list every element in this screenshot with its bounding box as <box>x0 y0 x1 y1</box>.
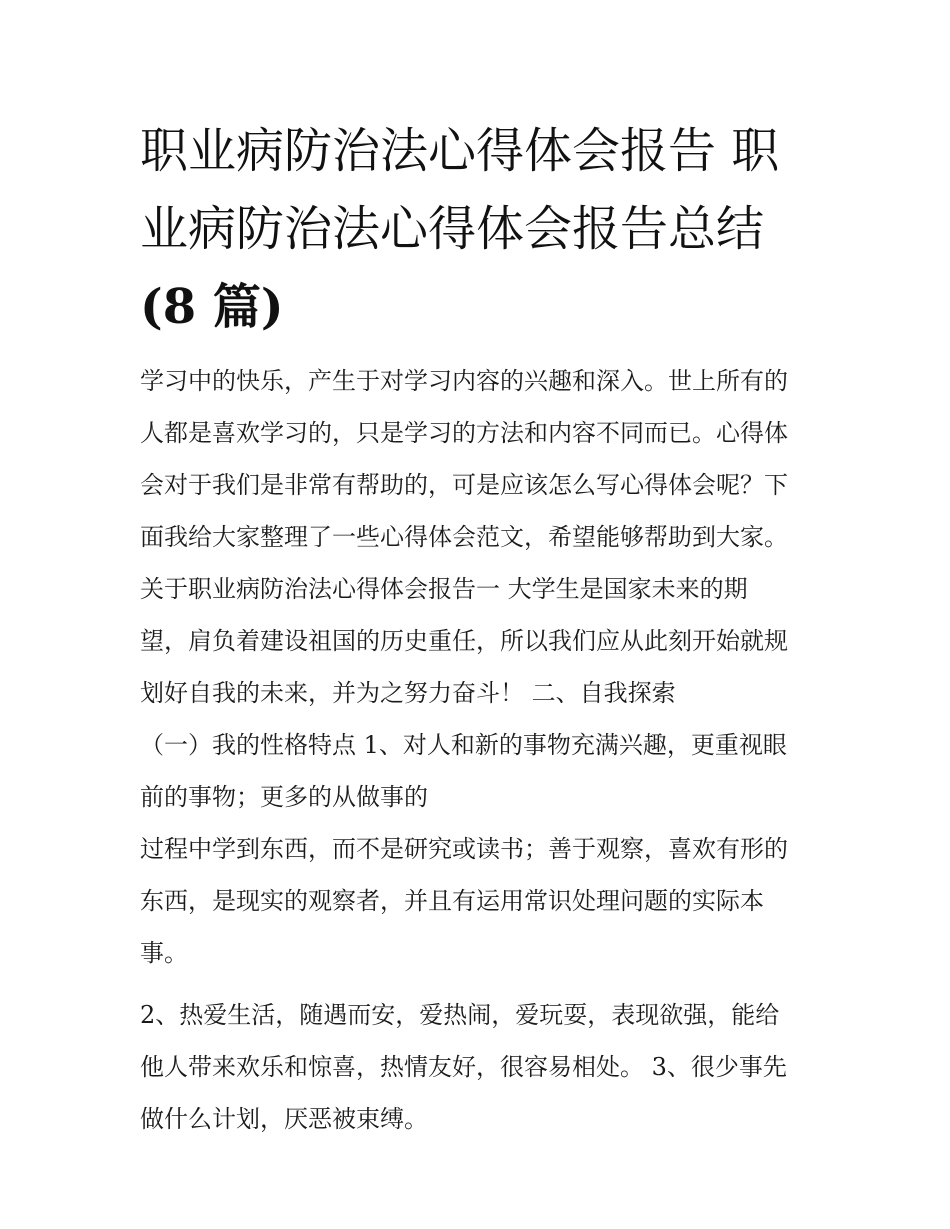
title-line-3: (8 篇) <box>140 279 284 335</box>
body-line-1: 学习中的快乐，产生于对学习内容的兴趣和深入。世上所有的 <box>140 367 788 395</box>
body-line-3: 会对于我们是非常有帮助的，可是应该怎么写心得体会呢？下 <box>140 471 788 499</box>
body-line-6: 望，肩负着建设祖国的历史重任，所以我们应从此刻开始就规 <box>140 627 788 655</box>
document-title <box>140 112 830 346</box>
title-line-2: 业病防治法心得体会报告总结 <box>140 201 765 257</box>
body-line-15: 做什么计划，厌恶被束缚。 <box>140 1105 428 1133</box>
title-line-1: 职业病防治法心得体会报告 职 <box>140 123 780 179</box>
body-line-11: 东西，是现实的观察者，并且有运用常识处理问题的实际本 <box>140 887 764 915</box>
body-line-9: 前的事物；更多的从做事的 <box>140 783 428 811</box>
body-line-8: （一）我的性格特点 1、对人和新的事物充满兴趣，更重视眼 <box>140 731 787 759</box>
paragraph-gap <box>140 979 830 989</box>
body-line-13: 2、热爱生活，随遇而安，爱热闹，爱玩耍，表现欲强，能给 <box>140 1001 780 1029</box>
body-line-7: 划好自我的未来，并为之努力奋斗！ 二、自我探索 <box>140 679 676 707</box>
body-line-14: 他人带来欢乐和惊喜，热情友好，很容易相处。 3、很少事先 <box>140 1053 787 1081</box>
body-line-12: 事。 <box>140 939 188 967</box>
body-line-5: 关于职业病防治法心得体会报告一 大学生是国家未来的期 <box>140 575 748 603</box>
body-line-4: 面我给大家整理了一些心得体会范文，希望能够帮助到大家。 <box>140 523 788 551</box>
body-line-2: 人都是喜欢学习的，只是学习的方法和内容不同而已。心得体 <box>140 419 788 447</box>
document-body <box>140 355 830 1145</box>
body-line-10: 过程中学到东西，而不是研究或读书；善于观察，喜欢有形的 <box>140 835 788 863</box>
